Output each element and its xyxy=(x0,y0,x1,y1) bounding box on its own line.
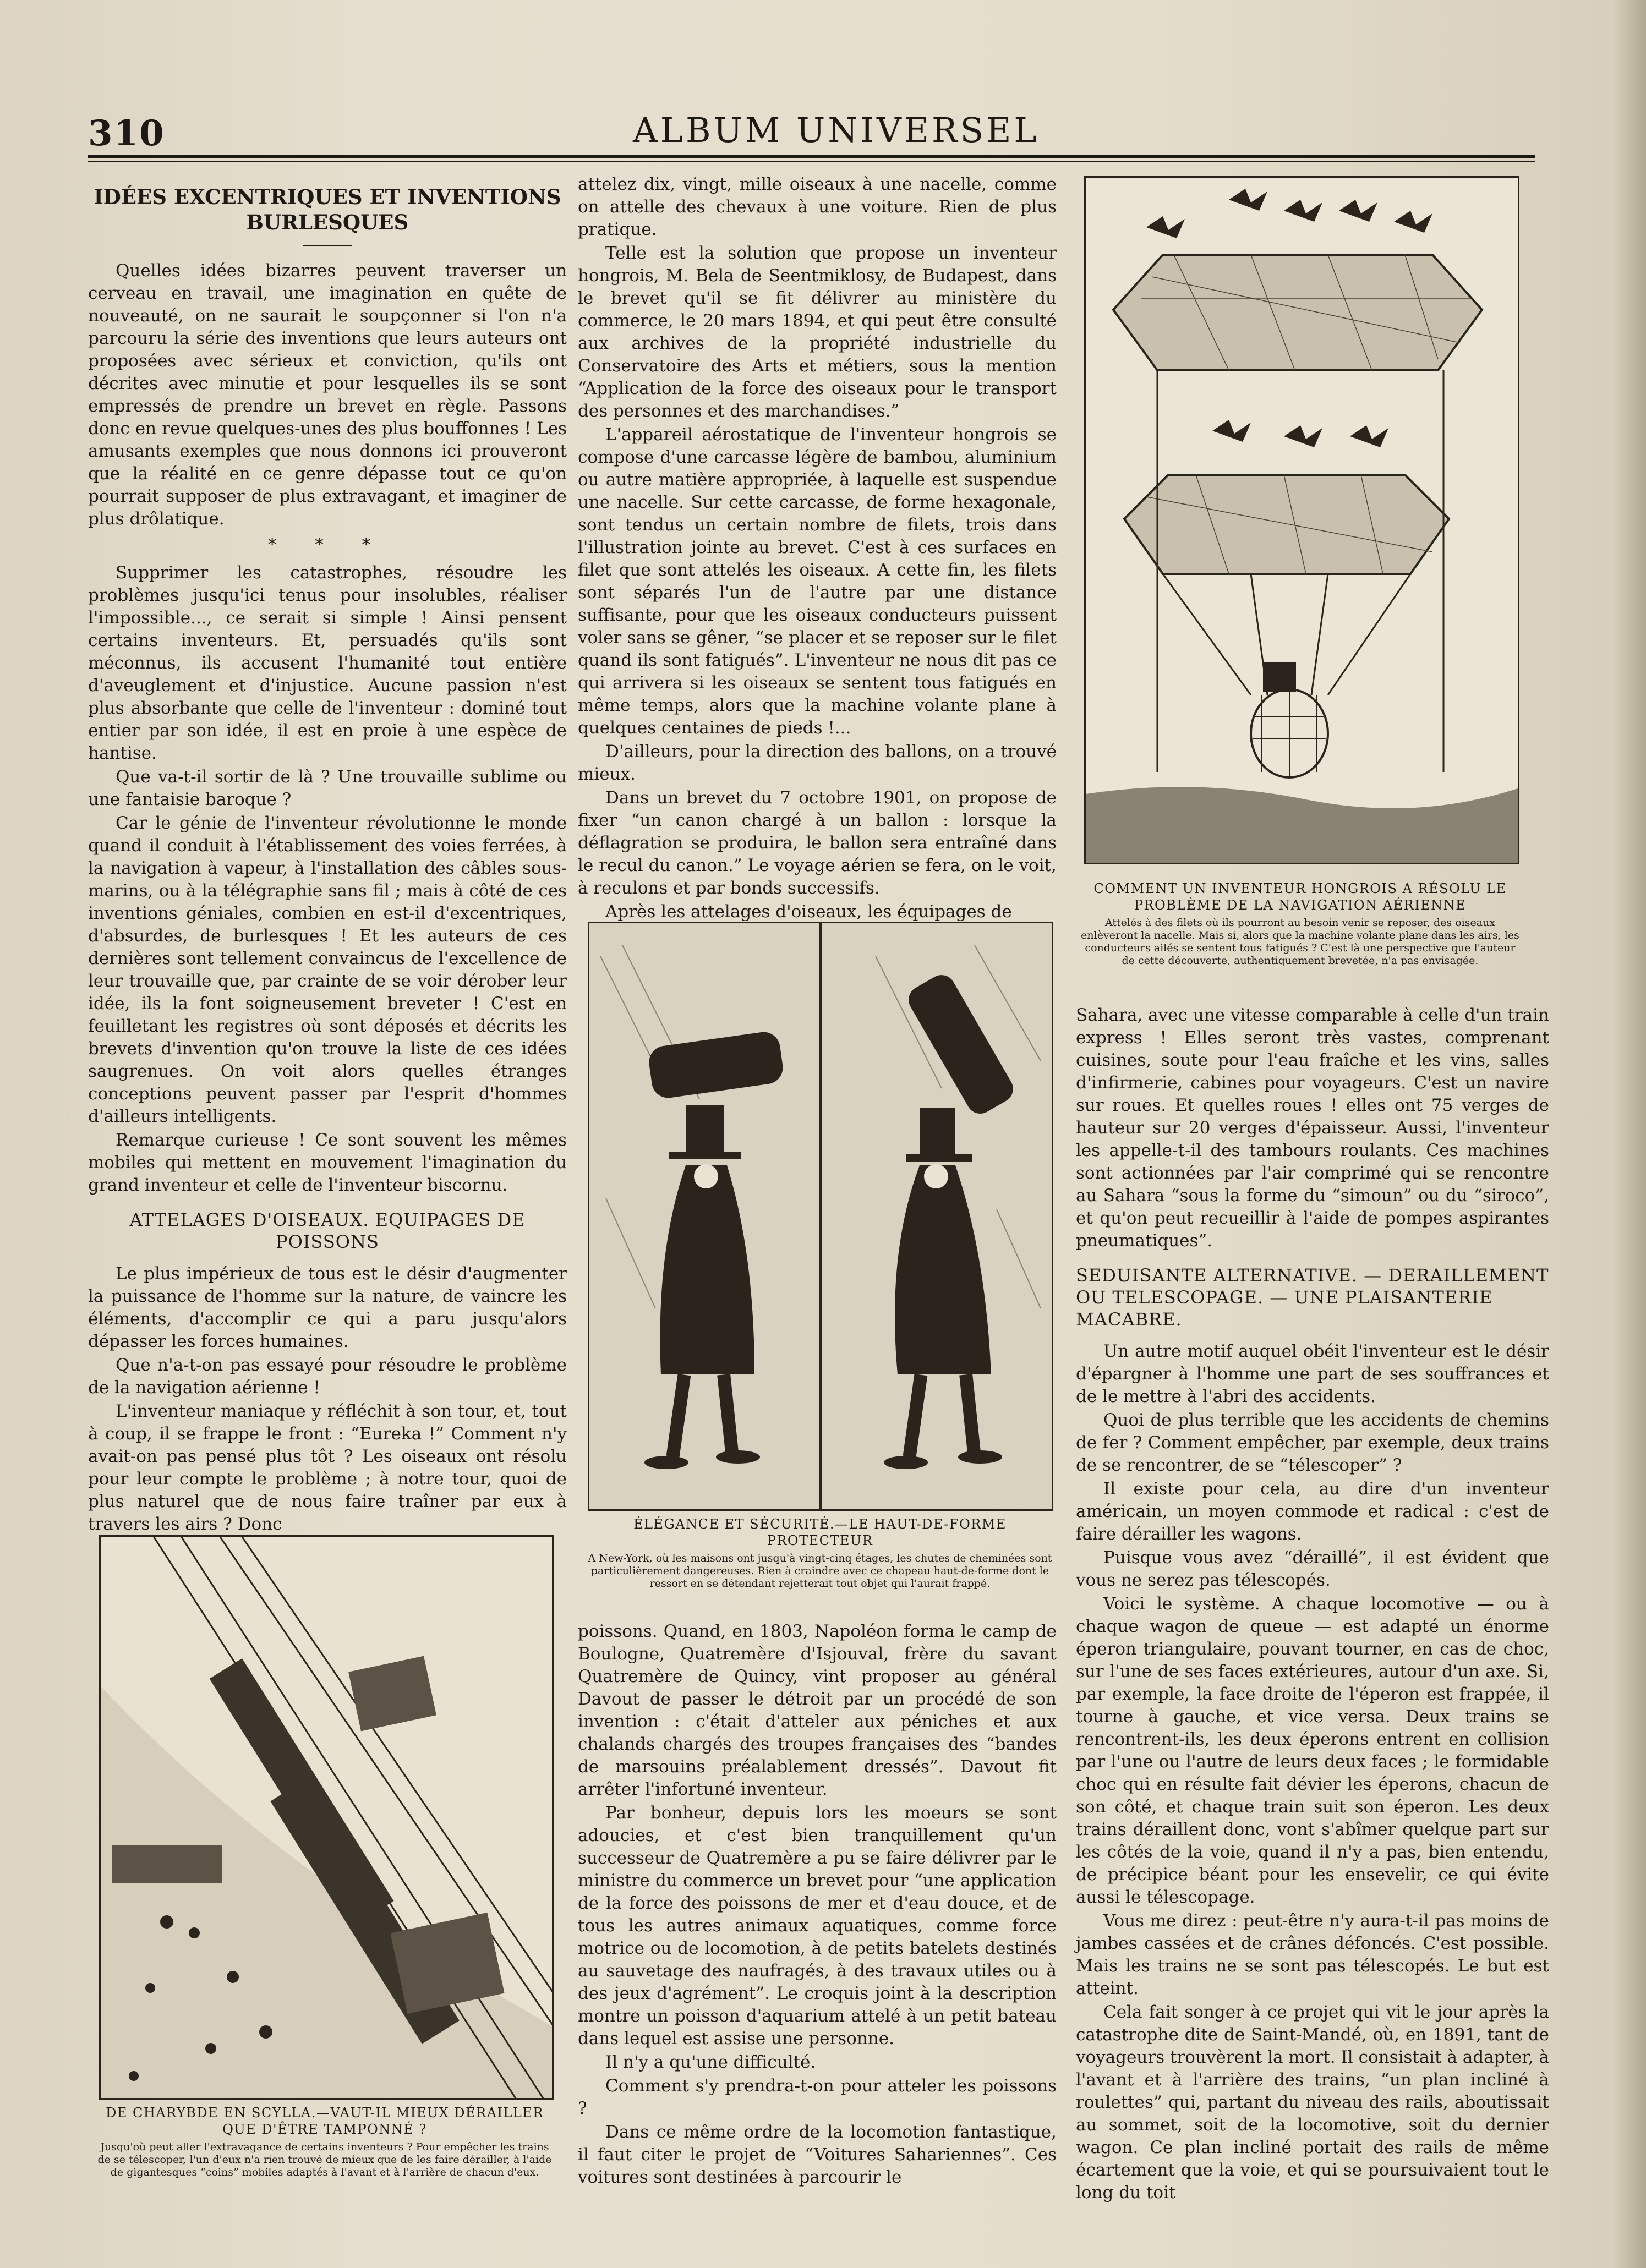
paragraph: Par bonheur, depuis lors les moeurs se sont adoucies, et c'est bien tranquillement qu'un successeur de Quatremère a pu se faire délivrer par le ministre du commerce un brevet pour “une application de la force des poissons de mer et d'eau douce, et de tous les autres animaux aquatiques, comme force motrice ou de locomotion, à de petits batelets destinés au sauvetage des naufragés, à des travaux utiles ou à des jeux d'agrément”. Le croquis joint à la description montre un poisson d'aquarium attelé à un petit bateau dans lequel est assise une personne. xyxy=(578,1803,1057,2048)
train-illustration xyxy=(99,1535,554,2100)
paragraph: Dans un brevet du 7 octobre 1901, on propose de fixer “un canon chargé à un ballon : lorsque la déflagration se produira, le ballon sera entraîné dans le recul du canon.” Le voyage aérien se fera, on le voit, à reculons et par bonds successifs. xyxy=(578,788,1057,898)
section-heading: ATTELAGES D'OISEAUX. EQUIPAGES DE POISSONS xyxy=(129,1209,526,1252)
balloon-illustration xyxy=(1084,176,1519,864)
page-number: 310 xyxy=(88,113,165,154)
caption-title: DE CHARYBDE EN SCYLLA.—VAUT-IL MIEUX DÉRAILLER QUE D'ÊTRE TAMPONNÉ ? xyxy=(106,2105,544,2137)
caption-body: A New-York, où les maisons ont jusqu'à vingt-cinq étages, les chutes de cheminées sont particulièrement dangereuses. Rien à craindre avec ce chapeau haut-de-forme dont le ressort en se détendant rejetterait tout objet qui l'aurait frappé. xyxy=(588,1552,1052,1590)
paragraph: Quelles idées bizarres peuvent traverser un cerveau en travail, une imagination en quête de nouveauté, on ne saurait le soupçonner si l'on n'a parcouru la série des inventions que leurs auteurs ont proposées avec sérieux et conviction, qu'ils ont décrites avec minutie et pour lesquelles ils se sont empressés de prendre un brevet en règle. Passons donc en revue quelques-unes des plus bouffonnes ! Les amusants exemples que nous donnons ici prouveront que la réalité en ce genre dépasse tout ce qu'on pourrait supposer de plus extravagant, et imaginer de plus drôlatique. xyxy=(88,261,567,529)
header-rule xyxy=(88,155,1535,158)
caption-title: ÉLÉGANCE ET SÉCURITÉ.—LE HAUT-DE-FORME PROTECTEUR xyxy=(633,1516,1007,1548)
paragraph: attelez dix, vingt, mille oiseaux à une nacelle, comme on attelle des chevaux à une voiture. Rien de plus pratique. xyxy=(578,174,1057,239)
paragraph: Car le génie de l'inventeur révolutionne le monde quand il conduit à l'établissement des voies ferrées, à la navigation à vapeur, à l'installation des câbles sous-marins, ou à la télégraphie sans fil ; mais à côté de ces inventions géniales, combien en est-il d'excentriques, d'absurdes, de burlesques ! Et les auteurs de ces dernières sont tellement convaincus de l'excellence de leur trouvaille que, par crainte de se voir dérober leur idée, ils la font soigneusement breveter ! C'est en feuilletant les registres où sont déposés et décrits les brevets d'invention qu'on trouve la liste de ces idées saugrenues. On voit alors quelles étranges conceptions peuvent passer par l'esprit d'hommes d'ailleurs intelligents. xyxy=(88,813,567,1126)
column-3 xyxy=(1076,1004,1549,2205)
column-2-top xyxy=(578,173,1057,924)
publication-title: ALBUM UNIVERSEL xyxy=(633,110,1040,150)
paragraph: L'inventeur maniaque y réfléchit à son tour, et, tout à coup, il se frappe le front : “Eureka !” Comment n'y avait-on pas pensé plus tôt ? Les oiseaux ont résolu pour leur compte le problème ; à notre tour, quoi de plus naturel que de nous faire traîner par eux à travers les airs ? Donc xyxy=(88,1401,567,1534)
paragraph: D'ailleurs, pour la direction des ballons, on a trouvé mieux. xyxy=(578,742,1057,784)
paragraph: Puisque vous avez “déraillé”, il est évident que vous ne serez pas télescopés. xyxy=(1076,1548,1549,1590)
page-edge-shadow xyxy=(1613,0,1646,2268)
paragraph: Quoi de plus terrible que les accidents de chemins de fer ? Comment empêcher, par exemple, deux trains de se rencontrer, de se “télescoper” ? xyxy=(1076,1410,1549,1475)
paragraph: Sahara, avec une vitesse comparable à celle d'un train express ! Elles seront très vastes, comprenant cuisines, soute pour l'eau fraîche et les vins, salles d'infirmerie, cabines pour voyageurs. C'est un navire sur roues. Et quelles roues ! elles ont 75 verges de hauteur sur 20 verges d'épaisseur. Aussi, l'inventeur les appelle-t-il des tambours roulants. Ces machines sont actionnées par l'air comprimé qui se rencontre au Sahara “sous la forme du “simoun” ou du “siroco”, et qu'on peut recueillir à l'aide de pompes aspirantes pneumatiques”. xyxy=(1076,1005,1549,1251)
heading-rule xyxy=(303,245,352,246)
paragraph: Voici le système. A chaque locomotive — ou à chaque wagon de queue — est adapté un énorme éperon triangulaire, pouvant tourner, en cas de choc, sur l'une de ses faces extérieures, autour d'un axe. Si, par exemple, la face droite de l'éperon est frappée, il tourne à gauche, et vice versa. Deux trains se rencontrent-ils, les deux éperons entrent en collision par l'une ou l'autre de leurs deux faces ; le formidable choc qui en résulte fait dévier les éperons, chacun de son côté, et chaque train suit son éperon. Les deux trains déraillent donc, vont s'abîmer quelque part sur les côtés de la voie, quand il n'y a pas, bien entendu, de précipice béant pour les ensevelir, ce qui évite aussi le télescopage. xyxy=(1076,1594,1549,1907)
paragraph: Comment s'y prendra-t-on pour atteler les poissons ? xyxy=(578,2076,1057,2118)
article-heading: IDÉES EXCENTRIQUES ET INVENTIONS BURLESQUES xyxy=(94,185,561,234)
hat-illustration xyxy=(588,922,1053,1511)
paragraph: L'appareil aérostatique de l'inventeur hongrois se compose d'une carcasse légère de bambou, aluminium ou autre matière appropriée, à laquelle est suspendue une nacelle. Sur cette carcasse, de forme hexagonale, sont tendus un certain nombre de filets, trois dans l'illustration jointe au brevet. C'est à ces surfaces en filet que sont attelés les oiseaux. A cette fin, les filets sont séparés l'un de l'autre par une distance suffisante, pour que les oiseaux conducteurs puissent voler sans se gêner, “se placer et se reposer sur le filet quand ils sont fatigués”. L'inventeur ne nous dit pas ce qui arrivera si les oiseaux se sentent tous fatigués en même temps, alors que la machine volante plane à quelques centaines de pieds !... xyxy=(578,425,1057,738)
paragraph: Que n'a-t-on pas essayé pour résoudre le problème de la navigation aérienne ! xyxy=(88,1355,567,1398)
paragraph: Que va-t-il sortir de là ? Une trouvaille sublime ou une fantaisie baroque ? xyxy=(88,767,567,809)
paragraph: Remarque curieuse ! Ce sont souvent les mêmes mobiles qui mettent en mouvement l'imagination du grand inventeur et celle de l'inventeur biscornu. xyxy=(88,1130,567,1195)
hat-drawing xyxy=(589,923,1052,1509)
hat-caption xyxy=(583,1516,1057,1590)
paragraph: Dans ce même ordre de la locomotion fantastique, il faut citer le projet de “Voitures Sahariennes”. Ces voitures sont destinées à parcourir le xyxy=(578,2122,1057,2187)
section-heading: SEDUISANTE ALTERNATIVE. — DERAILLEMENT OU TELESCOPAGE. — UNE PLAISANTERIE MACABRE. xyxy=(1076,1265,1549,1330)
paragraph: Un autre motif auquel obéit l'inventeur est le désir d'épargner à l'homme une part de ses souffrances et de le mettre à l'abri des accidents. xyxy=(1076,1341,1549,1406)
paragraph: Cela fait songer à ce projet qui vit le jour après la catastrophe dite de Saint-Mandé, où, en 1891, tant de voyageurs trouvèrent la mort. Il consistait à adapter, à l'avant et à l'arrière des trains, “un plan incliné à roulettes” qui, partant du niveau des rails, aboutissait au sommet, soit de la locomotive, soit du dernier wagon. Ce plan incliné portait des rails de même écartement que la voie, et qui se poursuivaient tout le long du toit xyxy=(1076,2002,1549,2203)
paragraph: Supprimer les catastrophes, résoudre les problèmes jusqu'ici tenus pour insolubles, réaliser l'impossible..., ce serait si simple ! Ainsi pensent certains inventeurs. Et, persuadés qu'ils sont méconnus, ils accusent l'humanité tout entière d'aveuglement et d'injustice. Aucune passion n'est plus absorbante que celle de l'inventeur : dominé tout entier par son idée, il est en proie à une espèce de hantise. xyxy=(88,563,567,763)
caption-body: Attelés à des filets où ils pourront au besoin venir se reposer, des oiseaux enlèveront la nacelle. Mais si, alors que la machine volante plane dans les airs, les conducteurs ailés se sentent tous fatigués ? C'est là une perspective que l'auteur de cette découverte, authentiquement brevetée, n'a pas envisagée. xyxy=(1081,917,1519,967)
paragraph: poissons. Quand, en 1803, Napoléon forma le camp de Boulogne, Quatremère d'Isjouval, frère du savant Quatremère de Quincy, vint proposer au général Davout de passer le détroit par un procédé de son invention : c'était d'atteler aux péniches et aux chalands chargés des troupes françaises des “bandes de marsouins préalablement dressés”. Davout fit arrêter l'infortuné inventeur. xyxy=(578,1621,1057,1799)
paragraph: Après les attelages d'oiseaux, les équipages de xyxy=(605,902,1012,922)
column-2-bottom xyxy=(578,1620,1057,2190)
balloon-drawing xyxy=(1086,178,1518,863)
column-1 xyxy=(88,179,567,1537)
paragraph: Vous me direz : peut-être n'y aura-t-il pas moins de jambes cassées et de crânes défoncés. C'est possible. Mais les trains ne se sont pas télescopés. Le but est atteint. xyxy=(1076,1911,1549,1998)
section-stars: * * * xyxy=(267,535,387,555)
balloon-caption xyxy=(1079,880,1522,967)
paragraph: Il existe pour cela, au dire d'un inventeur américain, un moyen commode et radical : c'est de faire dérailler les wagons. xyxy=(1076,1479,1549,1544)
paragraph: Le plus impérieux de tous est le désir d'augmenter la puissance de l'homme sur la nature, de vaincre les éléments, d'accomplir ce qui a paru jusqu'alors dépasser les forces humaines. xyxy=(88,1264,567,1351)
paragraph: Telle est la solution que propose un inventeur hongrois, M. Bela de Seentmiklosy, de Budapest, dans le brevet qu'il se fit délivrer au ministère du commerce, le 20 mars 1894, et qui peut être consulté aux archives de la propriété industrielle du Conservatoire des Arts et métiers, sous la mention “Application de la force des oiseaux pour le transport des personnes et des marchandises.” xyxy=(578,243,1057,421)
caption-title: COMMENT UN INVENTEUR HONGROIS A RÉSOLU LE PROBLÈME DE LA NAVIGATION AÉRIENNE xyxy=(1093,881,1507,913)
paragraph: Il n'y a qu'une difficulté. xyxy=(605,2052,816,2072)
train-drawing xyxy=(101,1537,552,2098)
train-caption xyxy=(94,2105,556,2179)
header-rule-thin xyxy=(88,161,1535,162)
caption-body: Jusqu'où peut aller l'extravagance de certains inventeurs ? Pour empêcher les trains de se télescoper, l'un d'eux n'a rien trouvé de mieux que de les faire dérailler, à l'aide de gigantesques “coins” mobiles adaptés à l'avant et à l'arrière de chacun d'eux. xyxy=(97,2141,552,2178)
